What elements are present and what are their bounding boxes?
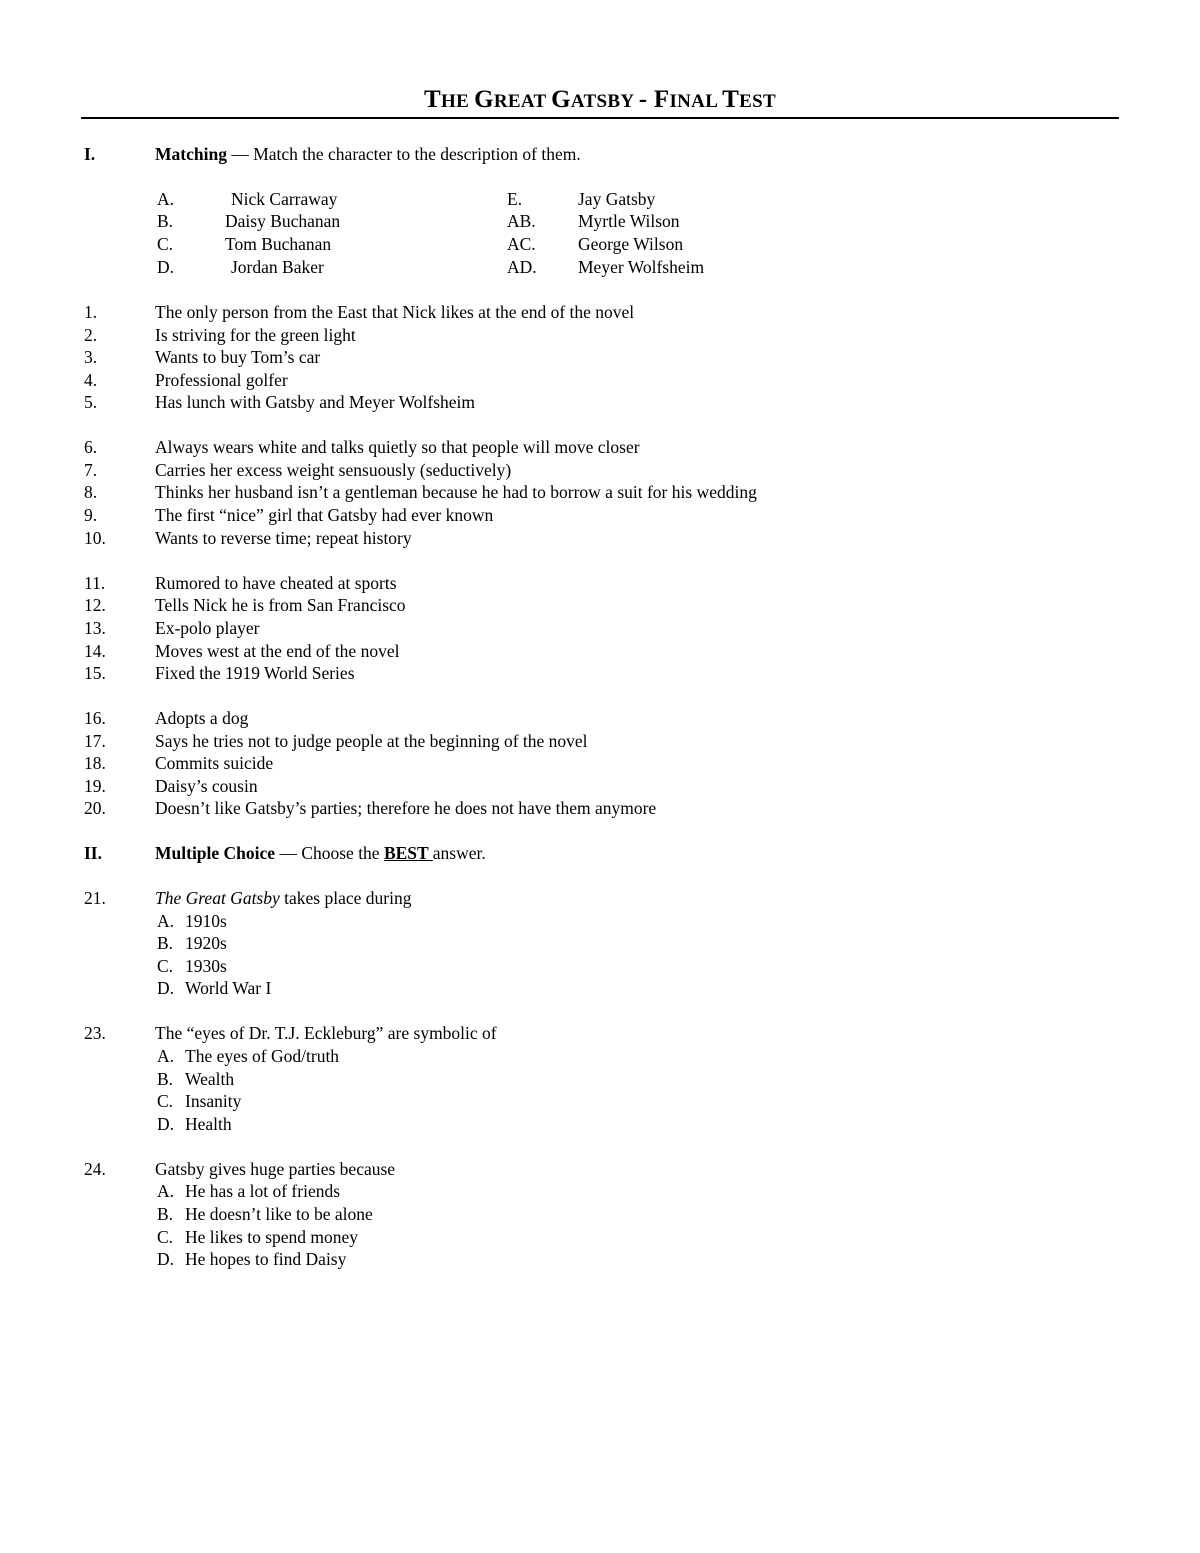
matching-item [0, 640, 1200, 662]
answer-option [0, 1180, 1200, 1202]
item-number: 14. [84, 641, 106, 661]
answer-option [0, 932, 1200, 954]
page-title: THE GREAT GATSBY - FINAL TEST [424, 86, 776, 113]
matching-item [0, 504, 1200, 526]
item-number: 2. [84, 325, 98, 345]
matching-item [0, 797, 1200, 819]
item-text: Tells Nick he is from San Francisco [155, 595, 406, 615]
item-number: 15. [84, 663, 106, 683]
section-instruction: answer. [432, 843, 486, 863]
item-number: 17. [84, 731, 106, 751]
option-letter: D. [157, 1249, 175, 1269]
option-text: He hopes to find Daisy [185, 1249, 347, 1269]
character-name: Jordan Baker [231, 257, 324, 277]
answer-option [0, 1248, 1200, 1270]
answer-option [0, 1113, 1200, 1135]
matching-item [0, 594, 1200, 616]
question-prompt: The “eyes of Dr. T.J. Eckleburg” are symbolic of [155, 1023, 497, 1043]
character-letter: E. [507, 189, 523, 209]
matching-item [0, 369, 1200, 391]
matching-item [0, 459, 1200, 481]
item-text: The only person from the East that Nick likes at the end of the novel [155, 302, 635, 322]
item-number: 3. [84, 347, 98, 367]
option-text: 1910s [185, 911, 227, 931]
matching-item [0, 572, 1200, 594]
item-number: 10. [84, 528, 106, 548]
option-letter: B. [157, 1069, 174, 1089]
item-text: Daisy’s cousin [155, 776, 258, 796]
section-instruction: — Match the character to the description of them. [226, 144, 581, 164]
answer-option [0, 955, 1200, 977]
section-instruction: — Choose the [275, 843, 384, 863]
item-text: Carries her excess weight sensuously (seductively) [155, 460, 512, 480]
item-text: Wants to buy Tom’s car [155, 347, 321, 367]
character-name: Tom Buchanan [225, 234, 332, 254]
question-number: 23. [84, 1023, 106, 1043]
answer-option [0, 1090, 1200, 1112]
matching-item [0, 662, 1200, 684]
option-text: He has a lot of friends [185, 1181, 341, 1201]
item-text: Fixed the 1919 World Series [155, 663, 355, 683]
character-letter: C. [157, 234, 174, 254]
item-text: Moves west at the end of the novel [155, 641, 400, 661]
item-text: Ex-polo player [155, 618, 260, 638]
character-row [0, 233, 1200, 255]
option-text: He doesn’t like to be alone [185, 1204, 373, 1224]
answer-option [0, 1203, 1200, 1225]
item-number: 5. [84, 392, 98, 412]
item-text: Wants to reverse time; repeat history [155, 528, 412, 548]
character-name: Jay Gatsby [578, 189, 656, 209]
item-number: 13. [84, 618, 106, 638]
section-numeral: I. [84, 144, 96, 164]
character-letter: AC. [507, 234, 536, 254]
item-text: Professional golfer [155, 370, 288, 390]
item-number: 12. [84, 595, 106, 615]
matching-item [0, 707, 1200, 729]
matching-item [0, 324, 1200, 346]
matching-item [0, 775, 1200, 797]
section-heading: Multiple Choice [155, 843, 276, 863]
question [0, 1158, 1200, 1180]
item-text: Commits suicide [155, 753, 274, 773]
section-heading-matching [0, 143, 1200, 165]
item-text: The first “nice” girl that Gatsby had ever known [155, 505, 494, 525]
emphasis-best: BEST [383, 843, 433, 863]
matching-item [0, 301, 1200, 323]
character-name: Daisy Buchanan [225, 211, 341, 231]
option-letter: A. [157, 1181, 175, 1201]
option-letter: C. [157, 1227, 174, 1247]
option-letter: D. [157, 1114, 175, 1134]
item-number: 18. [84, 753, 106, 773]
item-number: 19. [84, 776, 106, 796]
question [0, 1022, 1200, 1044]
section-heading-multiple-choice [0, 842, 1200, 864]
option-text: Insanity [185, 1091, 242, 1111]
option-text: Wealth [185, 1069, 235, 1089]
item-number: 1. [84, 302, 98, 322]
matching-item [0, 391, 1200, 413]
matching-item [0, 481, 1200, 503]
answer-option [0, 1045, 1200, 1067]
section-heading: Matching [155, 144, 227, 164]
item-text: Always wears white and talks quietly so that people will move closer [155, 437, 640, 457]
section-numeral: II. [84, 843, 102, 863]
item-text: Has lunch with Gatsby and Meyer Wolfsheim [155, 392, 476, 412]
item-text: Is striving for the green light [155, 325, 356, 345]
option-text: The eyes of God/truth [185, 1046, 340, 1066]
answer-option [0, 1226, 1200, 1248]
answer-option [0, 977, 1200, 999]
item-number: 8. [84, 482, 98, 502]
option-text: World War I [185, 978, 272, 998]
option-text: 1920s [185, 933, 227, 953]
character-letter: B. [157, 211, 174, 231]
item-number: 7. [84, 460, 98, 480]
item-number: 4. [84, 370, 98, 390]
item-text: Adopts a dog [155, 708, 249, 728]
option-letter: A. [157, 1046, 175, 1066]
character-letter: AB. [507, 211, 536, 231]
option-letter: A. [157, 911, 175, 931]
option-letter: B. [157, 933, 174, 953]
question-number: 21. [84, 888, 106, 908]
option-text: 1930s [185, 956, 227, 976]
option-letter: D. [157, 978, 175, 998]
character-name: George Wilson [578, 234, 684, 254]
matching-item [0, 527, 1200, 549]
item-text: Rumored to have cheated at sports [155, 573, 397, 593]
character-row [0, 256, 1200, 278]
character-letter: D. [157, 257, 175, 277]
character-row [0, 210, 1200, 232]
question-number: 24. [84, 1159, 106, 1179]
book-title: The Great Gatsby [155, 888, 280, 908]
character-row [0, 188, 1200, 210]
title-rule [81, 117, 1119, 119]
item-number: 11. [84, 573, 106, 593]
item-text: Says he tries not to judge people at the beginning of the novel [155, 731, 588, 751]
item-number: 16. [84, 708, 106, 728]
character-letter: A. [157, 189, 175, 209]
option-letter: C. [157, 956, 174, 976]
character-name: Meyer Wolfsheim [578, 257, 705, 277]
character-name: Nick Carraway [231, 189, 338, 209]
option-text: He likes to spend money [185, 1227, 359, 1247]
character-name: Myrtle Wilson [578, 211, 680, 231]
item-text: Thinks her husband isn’t a gentleman because he had to borrow a suit for his wedding [155, 482, 757, 502]
question-prompt: Gatsby gives huge parties because [155, 1159, 396, 1179]
matching-item [0, 436, 1200, 458]
item-number: 6. [84, 437, 98, 457]
item-number: 20. [84, 798, 106, 818]
matching-item [0, 752, 1200, 774]
item-text: Doesn’t like Gatsby’s parties; therefore he does not have them anymore [155, 798, 657, 818]
question-prompt: takes place during [279, 888, 412, 908]
answer-option [0, 910, 1200, 932]
character-letter: AD. [507, 257, 537, 277]
matching-item [0, 730, 1200, 752]
option-text: Health [185, 1114, 232, 1134]
matching-item [0, 346, 1200, 368]
item-number: 9. [84, 505, 98, 525]
question [0, 887, 1200, 909]
option-letter: B. [157, 1204, 174, 1224]
answer-option [0, 1068, 1200, 1090]
matching-item [0, 617, 1200, 639]
option-letter: C. [157, 1091, 174, 1111]
